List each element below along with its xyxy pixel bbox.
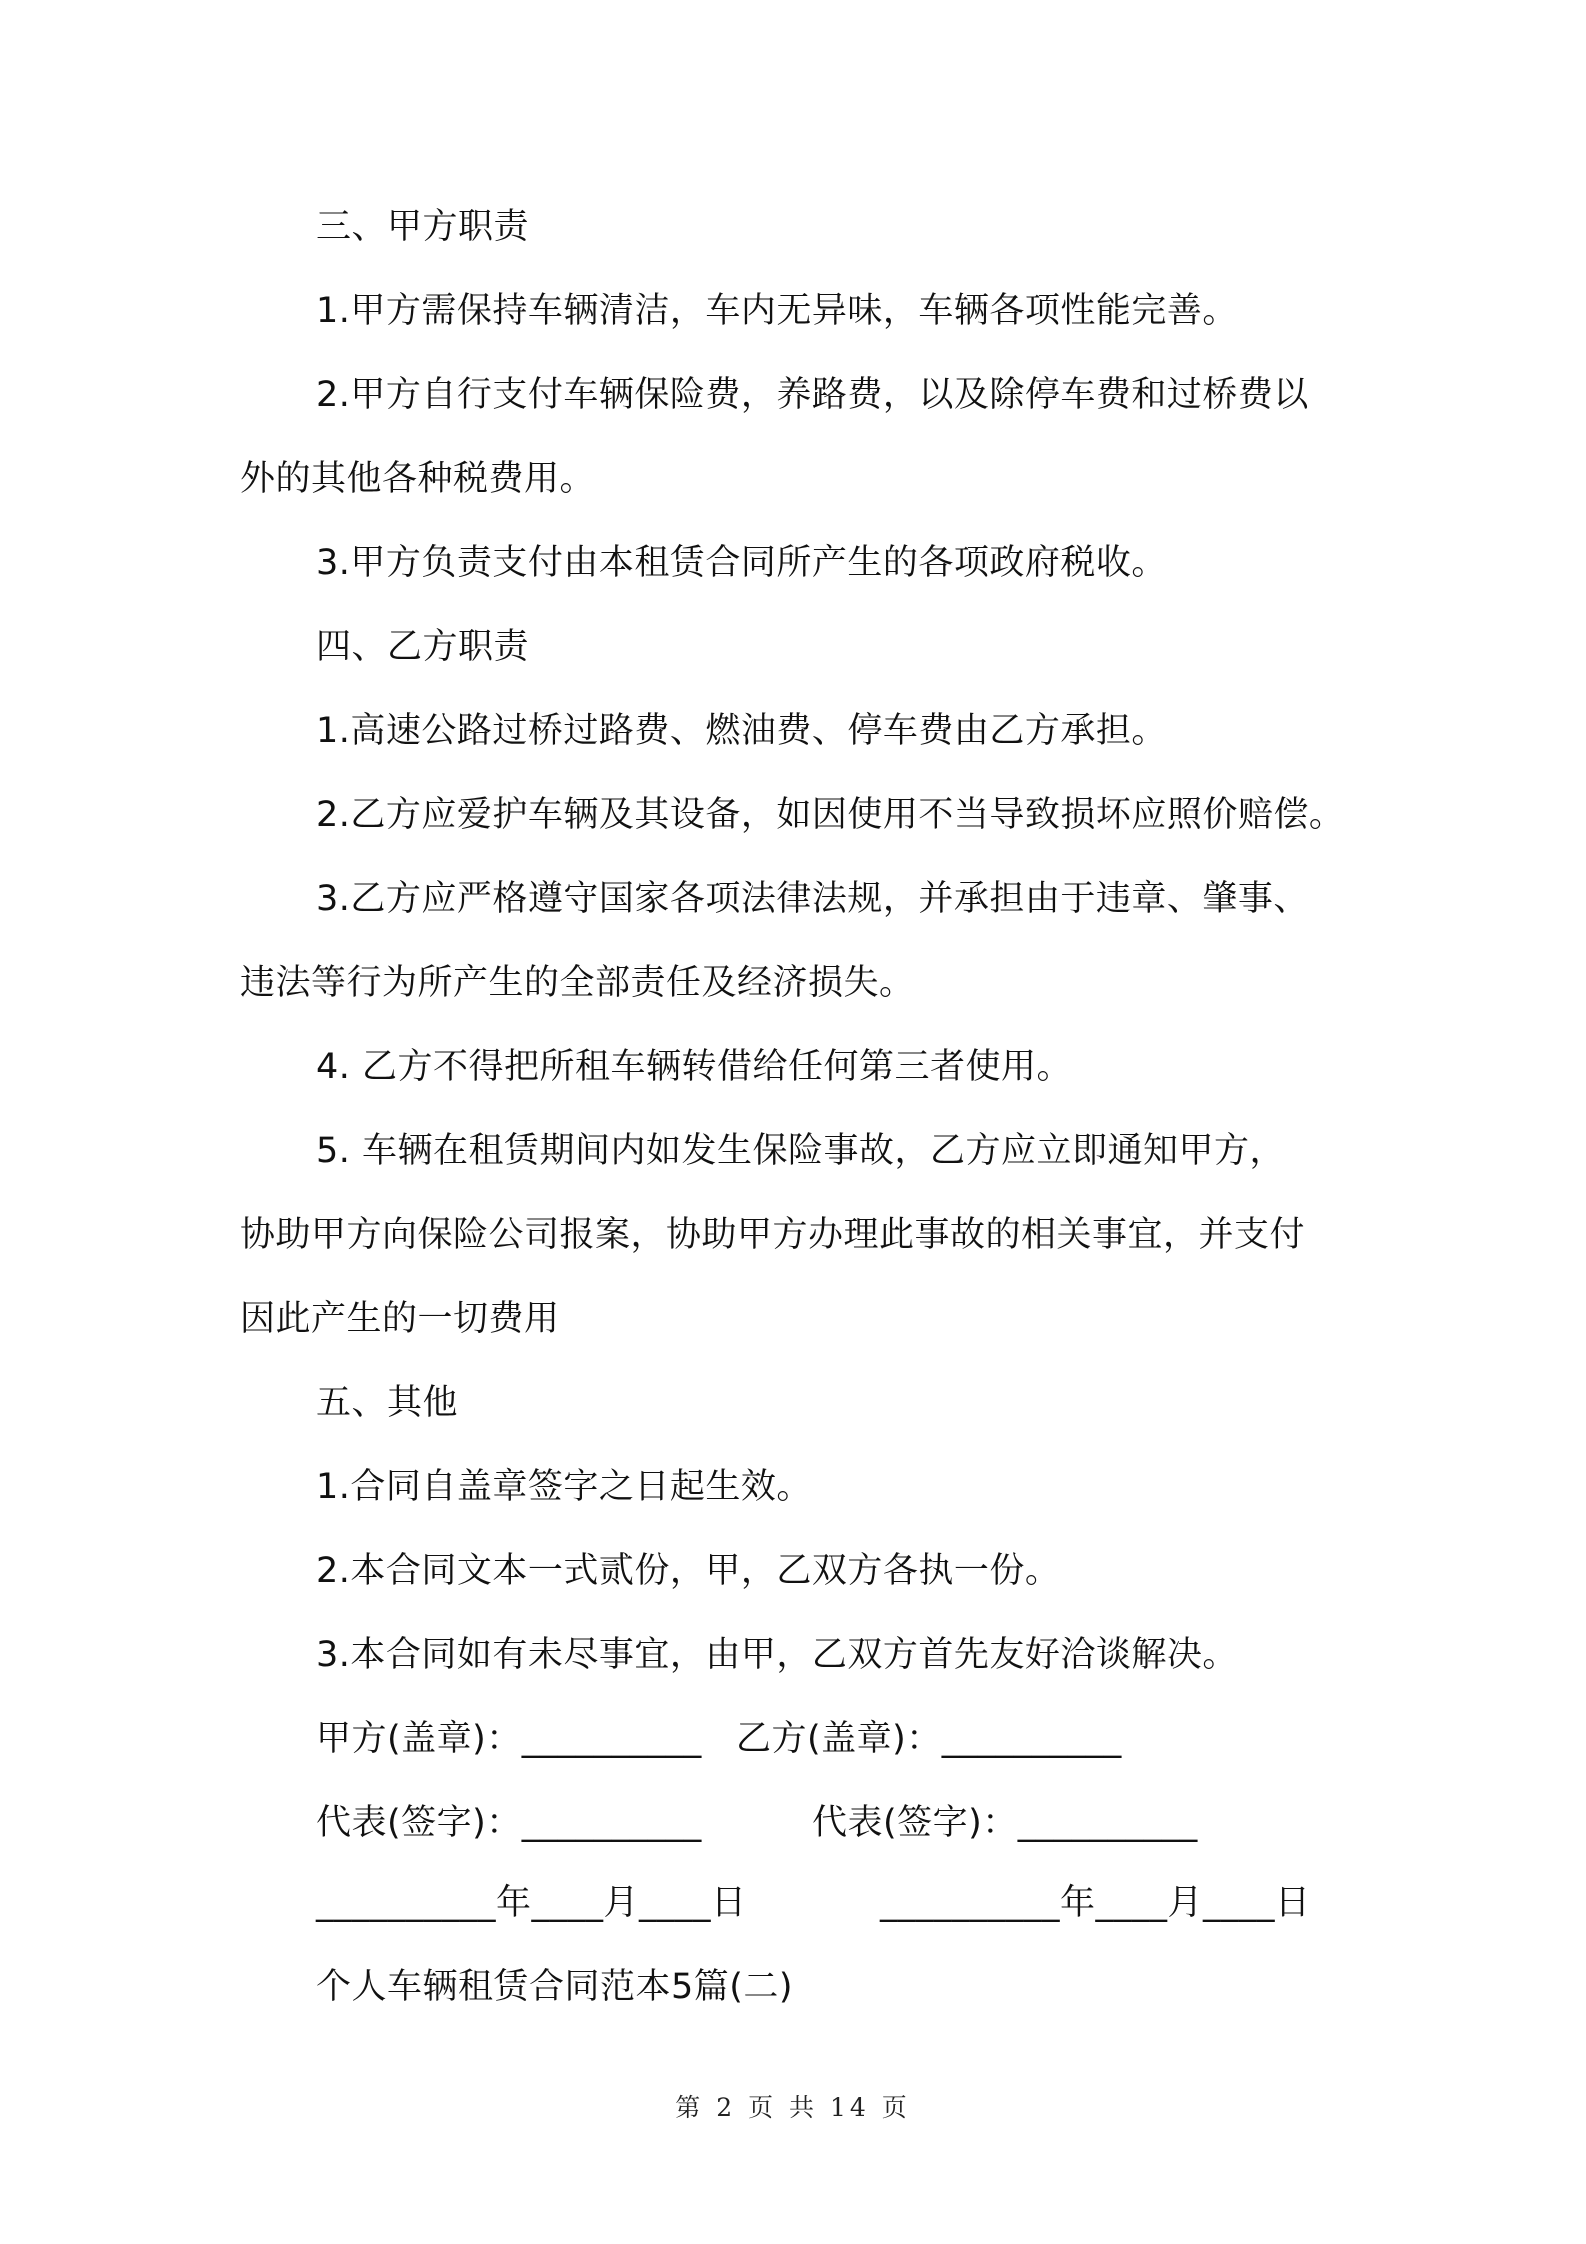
- representative-row: [316, 1798, 1436, 1848]
- section-4-item-5: 5. 车辆在租赁期间内如发生保险事故，乙方应立即通知甲方，: [316, 1131, 1286, 1171]
- section-4-item-5-cont-2: 因此产生的一切费用: [240, 1299, 560, 1339]
- date-b: __________年____月____日: [880, 1883, 1311, 1923]
- section-5-item-2: 2.本合同文本一式贰份，甲，乙双方各执一份。: [316, 1551, 1061, 1591]
- section-5-item-1: 1.合同自盖章签字之日起生效。: [316, 1467, 812, 1507]
- section-3-item-1: 1.甲方需保持车辆清洁，车内无异味，车辆各项性能完善。: [316, 291, 1238, 331]
- section-4-item-3-cont: 违法等行为所产生的全部责任及经济损失。: [240, 963, 915, 1003]
- date-a: __________年____月____日: [316, 1883, 747, 1923]
- section-4-item-2: 2.乙方应爱护车辆及其设备，如因使用不当导致损坏应照价赔偿。: [316, 795, 1345, 835]
- section-5-item-3: 3.本合同如有未尽事宜，由甲，乙双方首先友好洽谈解决。: [316, 1635, 1238, 1675]
- section-4-item-1: 1.高速公路过桥过路费、燃油费、停车费由乙方承担。: [316, 711, 1167, 751]
- section-3-item-3: 3.甲方负责支付由本租赁合同所产生的各项政府税收。: [316, 543, 1167, 583]
- date-row: [316, 1878, 1436, 1928]
- party-b-seal: 乙方(盖章)：__________: [736, 1719, 1122, 1759]
- next-contract-heading: 个人车辆租赁合同范本5篇(二): [316, 1967, 794, 2007]
- party-a-seal: 甲方(盖章)：__________: [316, 1719, 702, 1759]
- section-4-item-3: 3.乙方应严格遵守国家各项法律法规，并承担由于违章、肇事、: [316, 879, 1309, 919]
- section-5-title: 五、其他: [316, 1383, 459, 1423]
- section-3-title: 三、甲方职责: [316, 207, 530, 247]
- section-4-item-5-cont-1: 协助甲方向保险公司报案，协助甲方办理此事故的相关事宜，并支付: [240, 1215, 1306, 1255]
- page-number-footer: 第 2 页 共 14 页: [675, 2093, 911, 2122]
- section-4-title: 四、乙方职责: [316, 627, 530, 667]
- section-3-item-2: 2.甲方自行支付车辆保险费，养路费，以及除停车费和过桥费以: [316, 375, 1309, 415]
- representative-a: 代表(签字)：__________: [316, 1803, 702, 1843]
- section-3-item-2-cont: 外的其他各种税费用。: [240, 459, 596, 499]
- seal-row: [316, 1714, 1436, 1764]
- section-4-item-4: 4. 乙方不得把所租车辆转借给任何第三者使用。: [316, 1047, 1073, 1087]
- representative-b: 代表(签字)：__________: [812, 1803, 1198, 1843]
